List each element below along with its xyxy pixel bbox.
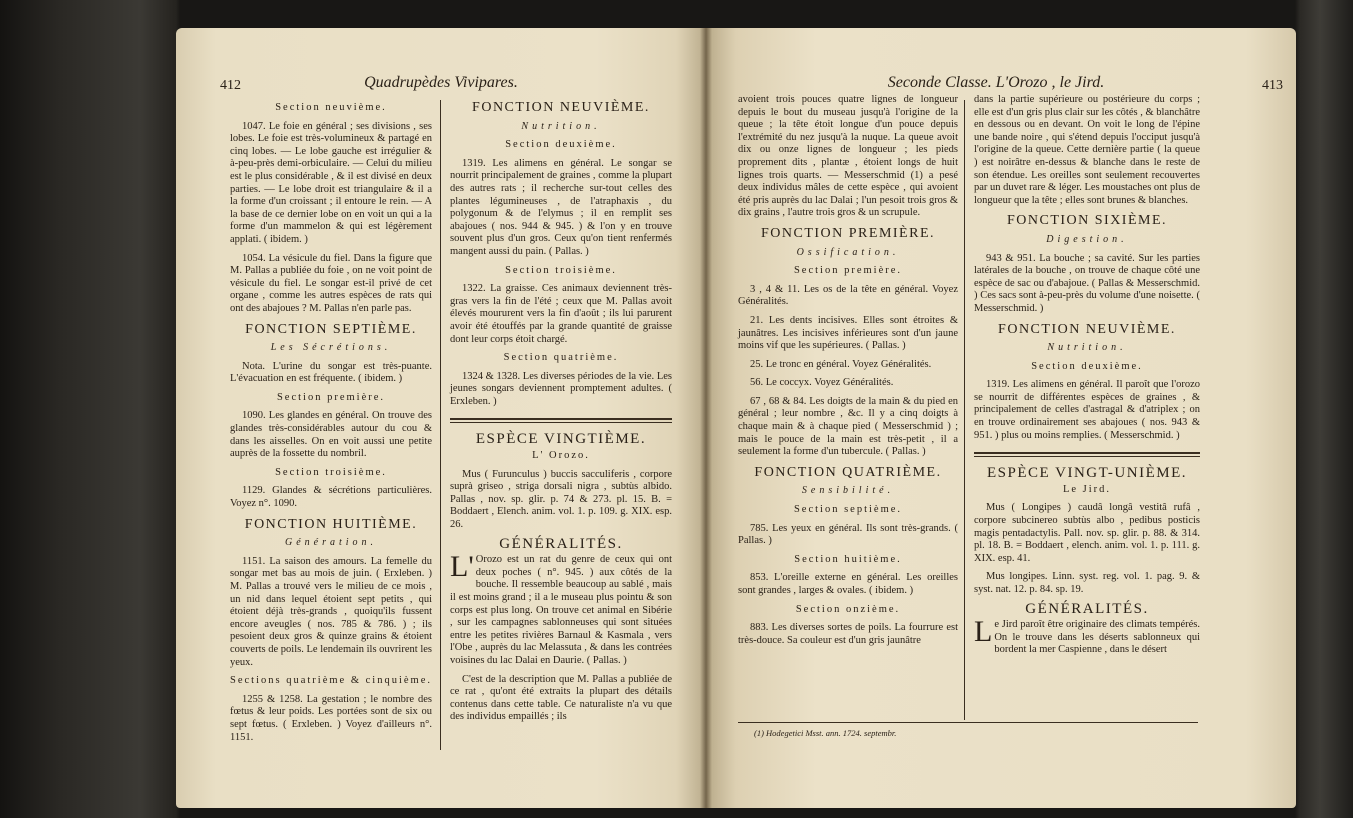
paragraph-dropcap: Le Jird paroît être originaire des climats tempérés. On le trouve dans les déserts sablonneux qui bordent la mer Caspienne , dans le désert bbox=[974, 615, 1200, 656]
species-heading: GÉNÉRALITÉS. bbox=[1025, 600, 1149, 617]
subheading: Génération. bbox=[284, 537, 378, 549]
paragraph: 21. Les dents incisives. Elles sont étroites & jaunâtres. Les incisives inférieures sont d'un jaune moins vif que les supérieures. ( Pallas. ) bbox=[738, 314, 958, 352]
paragraph: 785. Les yeux en général. Ils sont très-grands. ( Pallas. ) bbox=[738, 522, 958, 547]
paragraph: 1129. Glandes & sécrétions particulières. Voyez n°. 1090. bbox=[230, 485, 432, 510]
paragraph: 67 , 68 & 84. Les doigts de la main & du pied en général ; leur nombre , &c. Il y a cinq doigts à chaque main & à chaque pied ( Messerschmid ) ; mais le pouce de la main est très-petit , il a seulement la forme d'un tubercule. ( Pallas. ) bbox=[738, 395, 958, 458]
function-heading: FONCTION PREMIÈRE. bbox=[760, 225, 935, 241]
function-heading: FONCTION SIXIÈME. bbox=[1006, 213, 1168, 229]
section-heading: Section deuxième. bbox=[505, 139, 617, 151]
section-heading: Section onzième. bbox=[795, 603, 901, 615]
subheading: Sensibilité. bbox=[801, 485, 895, 497]
paragraph: 1324 & 1328. Les diverses périodes de la vie. Les jeunes songars deviennent promptement adultes. ( Erxleben. ) bbox=[450, 370, 672, 407]
footnote-rule bbox=[738, 722, 1198, 723]
running-head-left: Quadrupèdes Vivipares. bbox=[364, 74, 518, 91]
paragraph-dropcap: L'Orozo est un rat du genre de ceux qui ont deux poches ( n°. 945. ) aux côtés de la bouche. Il ressemble beaucoup au sablé , mais il est moins grand ; il a le museau plus pointu & son corps est plus long. On trouve cet animal en Sibérie , sur les campagnes sablonneuses qui sont situées entre les petites rivières Barnaul & Kasmala , vers l'Obe , auprès du lac Melassuta , & dans les contrées voisines du lac Dalai en Daurie. ( Pallas. ) bbox=[450, 550, 672, 666]
double-rule bbox=[450, 418, 672, 423]
section-heading: Section septième. bbox=[793, 504, 903, 516]
paragraph: 943 & 951. La bouche ; sa cavité. Sur les parties latérales de la bouche , on trouve de chaque côté une espèce de sac ou d'abajoue. ( Pallas & Messerschmid. ) Ces sacs sont à-peu-près du volume d'une noisette. ( Messerschmid. ) bbox=[974, 252, 1200, 314]
paragraph: 25. Le tronc en général. Voyez Généralités. bbox=[750, 358, 932, 370]
subheading: Nutrition. bbox=[521, 120, 601, 132]
function-heading: FONCTION NEUVIÈME. bbox=[472, 100, 650, 115]
subheading: Nutrition. bbox=[1047, 342, 1127, 354]
function-heading: FONCTION NEUVIÈME. bbox=[998, 321, 1176, 337]
running-head-right: Seconde Classe. L'Orozo , le Jird. bbox=[887, 74, 1105, 91]
double-rule bbox=[974, 452, 1200, 457]
section-heading: Section quatrième. bbox=[503, 352, 619, 364]
paragraph: Nota. L'urine du songar est très-puante. L'évacuation en est fréquente. ( ibidem. ) bbox=[230, 360, 432, 385]
paragraph: Mus longipes. Linn. syst. reg. vol. 1. pag. 9. & syst. nat. 12. p. 84. sp. 19. bbox=[974, 571, 1200, 595]
right-column-2 bbox=[974, 94, 1200, 663]
paragraph: 1090. Les glandes en général. On trouve des glandes très-considérables autour du cou & dans les aisselles. On en voit aussi une petite auprès de la fossette du nombril. bbox=[230, 410, 432, 460]
paragraph: Mus ( Longipes ) caudâ longâ vestitâ rufâ , corpore subcinereo subtùs albo , pedibus posticis magis pentadactylis. Pall. nov. sp. glir. p. 88. & 314. pl. 18. B. = Boddaert , elench. anim. vol. 1. p. 111. g. XIX. esp. 41. bbox=[974, 502, 1200, 564]
paragraph: 1319. Les alimens en général. Il paroît que l'orozo se nourrit de différentes espèces de graines , & principalement de celles d'astragal & d'atriplex ; on en trouve ordinairement ses abajoues ( nos. 943 & 951. ) plus ou moins remplies. ( Messerschmid. ) bbox=[974, 379, 1200, 441]
section-heading: Section première. bbox=[793, 265, 903, 277]
page-number-left: 412 bbox=[220, 78, 241, 93]
paragraph: 1255 & 1258. La gestation ; le nombre des fœtus & leur poids. Les portées sont de six ou sept fœtus. ( Erxleben. ) Voyez d'ailleurs n°. 1151. bbox=[230, 693, 432, 743]
section-heading: Section troisième. bbox=[275, 466, 387, 478]
left-column-2 bbox=[450, 94, 672, 730]
section-heading: Section huitième. bbox=[794, 553, 902, 565]
column-divider-right bbox=[964, 100, 965, 720]
section-heading: Section deuxième. bbox=[1031, 360, 1143, 372]
section-heading: Section neuvième. bbox=[275, 102, 387, 113]
left-column-1 bbox=[230, 98, 432, 750]
paragraph: 1047. Le foie en général ; ses divisions , ses lobes. Le foie est très-volumineux & partagé en cinq lobes. — Le lobe gauche est irrégulier & à-peu-près demi-orbiculaire. — Celui du milieu est le plus considérable , & il est divisé en deux parties. — Le lobe droit est triangulaire & il a la forme d'un croissant ; il entoure le rein. — A la base de ce dernier lobe on en voit un qui a la forme d'un mammelon & qui est légèrement applati. ( ibidem. ) bbox=[230, 120, 432, 245]
footnote: (1) Hodegetici Msst. ann. 1724. septembr. bbox=[754, 728, 897, 738]
species-heading: ESPÈCE VINGT-UNIÈME. bbox=[986, 465, 1187, 482]
gutter-shadow bbox=[700, 28, 712, 808]
paragraph: 3 , 4 & 11. Les os de la tête en général. Voyez Généralités. bbox=[738, 283, 958, 308]
species-heading: ESPÈCE VINGTIÈME. bbox=[475, 431, 647, 448]
paragraph: 1319. Les alimens en général. Le songar se nourrit principalement de graines , comme la plupart des autres rats ; il recherche sur-tout celles des plantes légumineuses , de l'atraphaxis , du polygonum & de l'elymus ; il en remplit ses abajoues ( nos. 944 & 945. ) & l'on y en trouve souvent plus d'un gros. Ceux qu'on tient renfermés mangent aussi du pain. ( Pallas. ) bbox=[450, 157, 672, 257]
subheading: Les Sécrétions. bbox=[270, 342, 392, 354]
paragraph: avoient trois pouces quatre lignes de longueur depuis le bout du museau jusqu'à l'origine de la queue ; la tête étoit longue d'un pouce depuis l'extrémité du nez jusqu'à la nuque. La queue avoit dix ou onze lignes de longueur ; les pieds proprement dits , plantæ , étoient longs de huit lignes trois quarts. — Messerschmid (1) a pesé deux individus mâles de cette espèce , qui avoient été pris auprès du lac Dalai ; l'un pesoit trois gros & dix grains , l'autre trois gros & un scrupule. bbox=[738, 94, 958, 219]
section-heading: Le Jird. bbox=[1062, 483, 1112, 495]
function-heading: FONCTION QUATRIÈME. bbox=[754, 464, 942, 480]
left-page bbox=[176, 28, 706, 808]
species-heading: GÉNÉRALITÉS. bbox=[499, 535, 623, 552]
right-page bbox=[706, 28, 1296, 808]
paragraph: 1322. La graisse. Ces animaux deviennent très-gras vers la fin de l'été ; ceux que M. Pallas avoit élevés moururent vers la fin d'août ; ils lui parurent avoir été étouffés par la grande quantité de graisse dont leur corps étoit chargé. bbox=[450, 283, 672, 345]
paragraph: 853. L'oreille externe en général. Les oreilles sont grandes , larges & ovales. ( ibidem. ) bbox=[738, 572, 958, 596]
paragraph: 1054. La vésicule du fiel. Dans la figure que M. Pallas a publiée du foie , on ne voit point de vésicule du fiel. Le songar est-il privé de cet organe , comme les autres espèces de rats qui ont des abajoues ? M. Pallas n'en parle pas. bbox=[230, 252, 432, 314]
right-column-1 bbox=[738, 94, 958, 653]
subheading: Ossification. bbox=[796, 246, 900, 258]
section-heading: Section première. bbox=[276, 391, 386, 403]
paragraph: 1151. La saison des amours. La femelle du songar met bas au mois de juin. ( Erxleben. ) M. Pallas a trouvé vers le milieu de ce mois , un nid dans lequel étoient sept petits , qui étoient déjà très-grands , quoiqu'ils fussent encore aveugles ( nos. 785 & 786. ) ; ils pesoient deux gros & quinze grains & étoient couverts de poils. Le lendemain ils ouvrirent les yeux. bbox=[230, 555, 432, 668]
function-heading: FONCTION HUITIÈME. bbox=[244, 516, 418, 532]
function-heading: FONCTION SEPTIÈME. bbox=[245, 321, 417, 337]
paragraph: C'est de la description que M. Pallas a publiée de ce rat , qu'ont été extraits la plupart des détails contenus dans cette table. Ce naturaliste n'a vu que des individus empaillés ; ils bbox=[450, 673, 672, 723]
paragraph: 56. Le coccyx. Voyez Généralités. bbox=[750, 377, 894, 389]
column-divider bbox=[440, 100, 441, 750]
paragraph: dans la partie supérieure ou postérieure du corps ; elle est d'un gris plus clair sur les côtés , & blanchâtre en dessous ou en devant. On voit le long de l'épine une bande noire , qui s'étend depuis l'occiput jusqu'à l'origine de la queue. Cette dernière partie ( la queue ) est noirâtre en-dessus & blanche dans le reste de son étendue. Les oreilles sont seulement recouvertes par un duvet rare & léger. Les moustaches ont plus de longueur que la tête ; elles sont brunes & blanches. bbox=[974, 94, 1200, 206]
paragraph: Mus ( Furunculus ) buccis sacculiferis , corpore suprà griseo , striga dorsali nigra , subtùs albido. Pallas , nov. sp. glir. p. 74 & 273. pl. 15. B. = Boddaert , Elench. anim. vol. 1. p. 109. g. XIX. esp. 26. bbox=[450, 468, 672, 531]
subheading: Digestion. bbox=[1046, 233, 1128, 245]
section-heading: L' Orozo. bbox=[532, 450, 590, 462]
page-number-right: 413 bbox=[1262, 78, 1283, 93]
section-heading: Section troisième. bbox=[505, 264, 617, 276]
section-heading: Sections quatrième & cinquième. bbox=[230, 675, 432, 687]
paragraph: 883. Les diverses sortes de poils. La fourrure est très-douce. Sa couleur est d'un gris jaunâtre bbox=[738, 622, 958, 646]
